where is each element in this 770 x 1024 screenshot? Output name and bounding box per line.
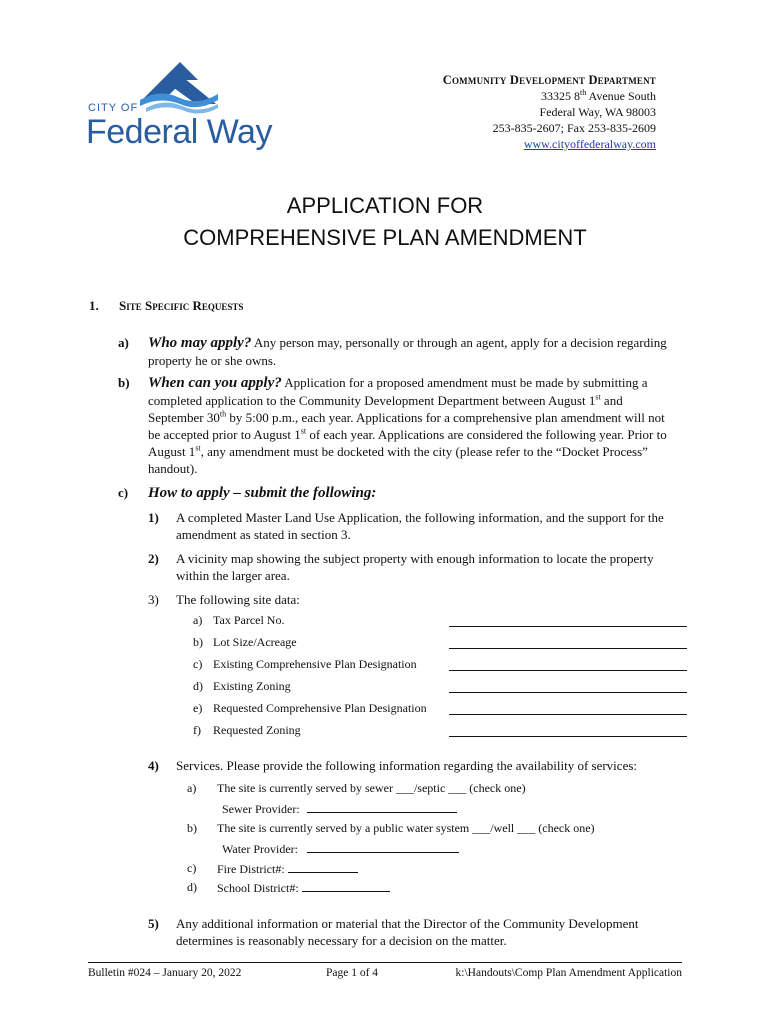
section-1-heading xyxy=(89,298,243,314)
water-provider-row xyxy=(222,840,459,857)
item-c xyxy=(118,484,678,502)
list-item xyxy=(148,915,678,949)
tax-parcel-field[interactable] xyxy=(449,626,687,627)
site-data-row xyxy=(193,679,688,696)
list-item-text: Services. Please provide the following information regarding the availability of services: xyxy=(176,758,638,773)
item-b-text-3: by 5:00 p.m., each year. Applications for a comprehensive plan amendment will not be accepted prior to August 1 xyxy=(148,410,665,442)
item-b xyxy=(118,374,678,477)
logo-federal-way: Federal Way xyxy=(86,113,272,151)
footer-bulletin: Bulletin #024 – January 20, 2022 xyxy=(88,967,242,979)
department-name: Community Development Department xyxy=(442,73,656,87)
list-item-label: 1) xyxy=(148,510,159,525)
lot-size-field[interactable] xyxy=(449,648,687,649)
item-a xyxy=(118,334,678,369)
item-b-label: b) xyxy=(118,375,130,390)
sewer-provider-field[interactable] xyxy=(307,800,457,813)
item-b-sup-4: st xyxy=(195,443,201,453)
item-a-text: Any person may, personally or through an agent, apply for a decision regarding property he or she owns. xyxy=(148,335,667,368)
street-name: Avenue South xyxy=(586,89,656,103)
site-data-label: a) xyxy=(193,613,203,627)
list-item-label: 3) xyxy=(148,592,159,607)
site-data-row xyxy=(193,635,688,652)
site-data-text: Requested Comprehensive Plan Designation xyxy=(213,701,427,715)
phone-fax: 253-835-2607; Fax 253-835-2609 xyxy=(492,121,656,135)
item-c-label: c) xyxy=(118,485,129,500)
item-b-text-1: Application for a proposed amendment must be made by submitting a completed application to the Community Development Department between August 1 xyxy=(148,375,648,408)
water-provider-label: Water Provider: xyxy=(222,842,299,856)
sewer-text: The site is currently served by sewer ___/septic ___ (check one) xyxy=(217,781,526,795)
site-data-row xyxy=(193,701,688,718)
fire-district-field[interactable] xyxy=(288,860,358,873)
item-b-sup-3: st xyxy=(300,426,307,436)
services-label: a) xyxy=(187,781,197,795)
fire-district-label: Fire District#: xyxy=(217,862,285,876)
item-b-text-5: , any amendment must be docketed with the city (please refer to the “Docket Process” handout). xyxy=(148,444,648,476)
list-item-text: Any additional information or material that the Director of the Community Development determines is reasonably necessary for a decision on the matter. xyxy=(176,916,639,948)
title-line-2: COMPREHENSIVE PLAN AMENDMENT xyxy=(183,225,587,250)
section-title: Site Specific Requests xyxy=(119,298,244,313)
site-data-label: c) xyxy=(193,657,203,671)
city-logo xyxy=(86,58,272,154)
item-b-text-2: and September 30 xyxy=(148,393,623,425)
title-line-1: APPLICATION FOR xyxy=(286,193,484,218)
site-data-row xyxy=(193,613,688,630)
services-label: d) xyxy=(187,880,197,894)
list-item xyxy=(148,757,678,774)
school-district-field[interactable] xyxy=(302,879,390,892)
item-a-label: a) xyxy=(118,335,129,350)
logo-city-of: CITY OF xyxy=(88,102,139,114)
department-address-block xyxy=(443,72,656,152)
site-data-text: Requested Zoning xyxy=(213,723,301,737)
list-item-text: A completed Master Land Use Application, the following information, and the support for the amendment as stated in section 3. xyxy=(176,510,664,542)
item-a-question: Who may apply? xyxy=(148,335,252,351)
existing-zoning-field[interactable] xyxy=(449,692,687,693)
requested-zoning-field[interactable] xyxy=(449,736,687,737)
footer-file-path: k:\Handouts\Comp Plan Amendment Application xyxy=(455,967,682,979)
site-data-text: Lot Size/Acreage xyxy=(213,635,297,649)
site-data-text: Tax Parcel No. xyxy=(213,613,285,627)
water-provider-field[interactable] xyxy=(307,840,459,853)
existing-plan-designation-field[interactable] xyxy=(449,670,687,671)
wave-mountain-icon xyxy=(140,58,220,116)
street-ordinal: th xyxy=(579,88,587,97)
list-item xyxy=(148,591,678,608)
item-b-sup-2: th xyxy=(219,409,227,419)
list-item-label: 2) xyxy=(148,551,159,566)
requested-plan-designation-field[interactable] xyxy=(449,714,687,715)
site-data-text: Existing Comprehensive Plan Designation xyxy=(213,657,417,671)
site-data-row xyxy=(193,657,688,674)
item-b-question: When can you apply? xyxy=(148,375,282,391)
item-b-text-4: of each year. Applications are considered the following year. Prior to August 1 xyxy=(148,427,667,459)
item-b-sup-1: st xyxy=(595,392,601,402)
item-c-question: How to apply – submit the following: xyxy=(148,485,377,501)
list-item-label: 5) xyxy=(148,916,159,931)
list-item xyxy=(148,550,678,584)
sewer-provider-row xyxy=(222,800,457,817)
site-data-label: b) xyxy=(193,635,203,649)
services-label: c) xyxy=(187,861,197,875)
school-district-label: School District#: xyxy=(217,881,299,895)
site-data-label: e) xyxy=(193,701,203,715)
site-data-label: f) xyxy=(193,723,201,737)
list-item-text: The following site data: xyxy=(176,592,300,607)
services-label: b) xyxy=(187,821,197,835)
list-item xyxy=(148,509,678,543)
list-item-text: A vicinity map showing the subject property with enough information to locate the property within the larger area. xyxy=(176,551,654,583)
street-address xyxy=(443,88,656,104)
website-link[interactable]: www.cityoffederalway.com xyxy=(523,137,656,151)
list-item-label: 4) xyxy=(148,758,159,773)
street-number: 33325 8 xyxy=(540,89,580,103)
site-data-row xyxy=(193,723,688,740)
section-number: 1. xyxy=(89,298,99,313)
sewer-provider-label: Sewer Provider: xyxy=(222,802,300,816)
footer-page-number: Page 1 of 4 xyxy=(326,967,379,979)
document-title xyxy=(0,190,770,254)
site-data-text: Existing Zoning xyxy=(213,679,291,693)
water-text: The site is currently served by a public water system ___/well ___ (check one) xyxy=(217,821,595,835)
city-state-zip: Federal Way, WA 98003 xyxy=(539,105,656,119)
page-footer xyxy=(88,962,682,979)
site-data-label: d) xyxy=(193,679,203,693)
